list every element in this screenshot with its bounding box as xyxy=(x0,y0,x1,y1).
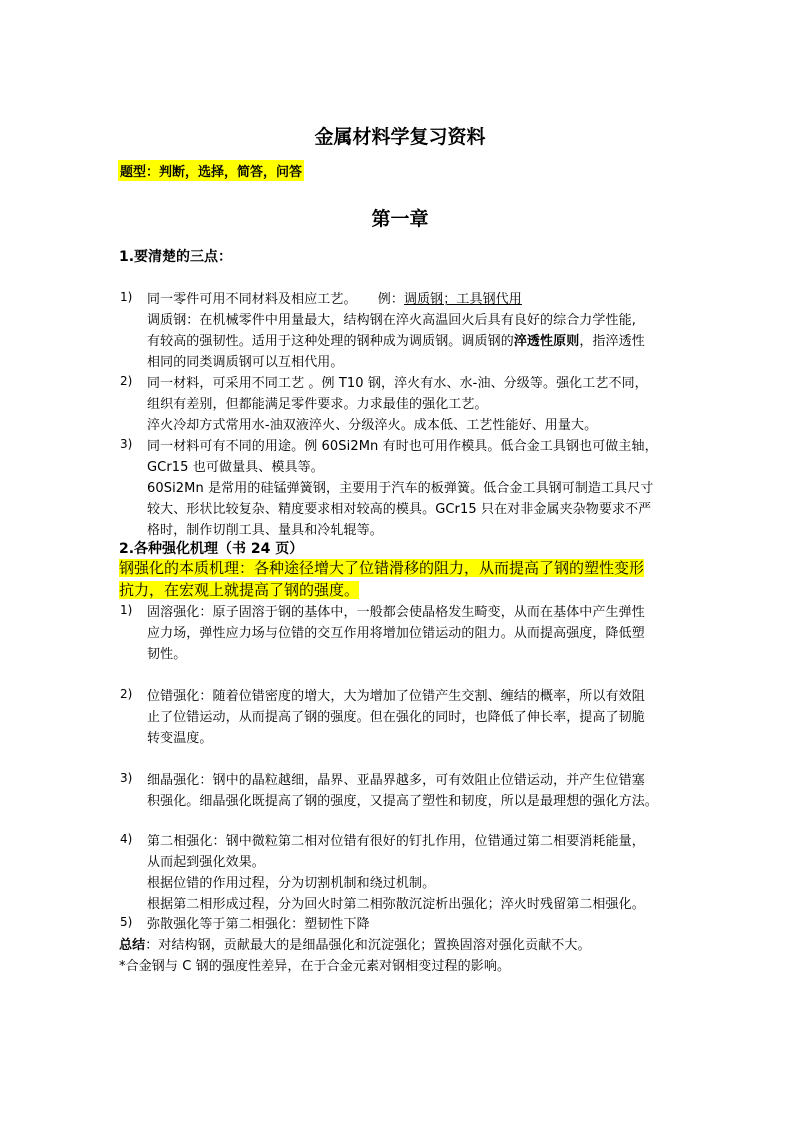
list-item-line: 细晶强化：钢中的晶粒越细，晶界、亚晶界越多，可有效阻止位错运动，并产生位错塞 xyxy=(147,773,645,788)
summary-text: ：对结构钢，贡献最大的是细晶强化和沉淀强化；置换固溶对强化贡献不大。 xyxy=(145,938,591,953)
question-types: 题型：判断，选择，简答，问答 xyxy=(118,160,304,181)
section1-heading: 1.要清楚的三点： xyxy=(119,249,233,265)
item-text: 例： xyxy=(377,292,404,307)
list-item-line: 弥散强化等于第二相强化：塑韧性下降 xyxy=(147,917,370,932)
list-item-line: 位错强化：随着位错密度的增大，大为增加了位错产生交割、缠结的概率，所以有效阻 xyxy=(147,689,645,704)
list-number: 4) xyxy=(120,832,133,846)
list-item-line xyxy=(147,330,645,349)
list-item-line: 淬火冷却方式常用水-油双液淬火、分级淬火。成本低、工艺性能好、用量大。 xyxy=(147,418,598,433)
list-number: 2) xyxy=(120,374,133,388)
underlined-text: 调质钢；工具钢代用 xyxy=(403,292,522,307)
footnote: *合金钢与 C 钢的强度性差异，在于合金元素对钢相变过程的影响。 xyxy=(119,959,511,974)
list-item-line: 积强化。细晶强化既提高了钢的强度，又提高了塑性和韧度，所以是最理想的强化方法。 xyxy=(147,794,658,809)
item-text: 有较高的强韧性。适用于这种处理的钢种成为调质钢。调质钢的 xyxy=(147,334,514,349)
list-item-line: 根据第二相形成过程，分为回火时第二相弥散沉淀析出强化；淬火时残留第二相强化。 xyxy=(147,897,645,912)
list-number: 2) xyxy=(120,687,133,701)
list-item-line: 转变温度。 xyxy=(147,731,213,746)
list-item-line: 止了位错运动，从而提高了钢的强度。但在强化的同时，也降低了伸长率，提高了韧脆 xyxy=(147,710,645,725)
list-item-line: 较大、形状比较复杂、精度要求相对较高的模具。GCr15 只在对非金属夹杂物要求不严 xyxy=(147,502,652,517)
document-title: 金属材料学复习资料 xyxy=(314,126,486,148)
highlighted-text: 钢强化的本质机理：各种途径增大了位错滑移的阻力，从而提高了钢的塑性变形 xyxy=(119,559,645,577)
list-item-line: 从而起到强化效果。 xyxy=(147,855,265,870)
list-item-line: 组织有差别，但都能满足零件要求。力求最佳的强化工艺。 xyxy=(147,397,488,412)
list-item-line: 固溶强化：原子固溶于钢的基体中，一般都会使晶格发生畸变，从而在基体中产生弹性 xyxy=(147,605,645,620)
list-item-line: 格时，制作切削工具、量具和冷轧辊等。 xyxy=(147,523,383,538)
list-number: 1) xyxy=(120,603,133,617)
list-item-line xyxy=(147,288,522,307)
list-number: 3) xyxy=(120,437,133,451)
list-number: 5) xyxy=(120,915,133,929)
list-item-line: 同一材料可有不同的用途。例 60Si2Mn 有时也可用作模具。低合金工具钢也可做主轴， xyxy=(147,439,658,454)
summary-line xyxy=(119,934,591,953)
list-item-line: 应力场，弹性应力场与位错的交互作用将增加位错运动的阻力。从而提高强度，降低塑 xyxy=(147,626,645,641)
highlighted-text: 抗力，在宏观上就提高了钢的强度。 xyxy=(119,581,360,599)
chapter-heading: 第一章 xyxy=(371,208,429,230)
list-item-line: 60Si2Mn 是常用的硅锰弹簧钢，主要用于汽车的板弹簧。低合金工具钢可制造工具尺寸 xyxy=(147,481,654,496)
section2-heading: 2.各种强化机理（书 24 页） xyxy=(119,541,304,557)
list-number: 3) xyxy=(120,771,133,785)
list-item-line: 调质钢：在机械零件中用量最大，结构钢在淬火高温回火后具有良好的综合力学性能, xyxy=(147,313,636,328)
list-number: 1) xyxy=(120,290,133,304)
essence-statement xyxy=(119,579,359,600)
list-item-line: 第二相强化：钢中微粒第二相对位错有很好的钉扎作用，位错通过第二相要消耗能量， xyxy=(147,834,645,849)
item-text: ，指淬透性 xyxy=(579,334,645,349)
list-item-line: 同一材料，可采用不同工艺 。例 T10 钢，淬火有水、水-油、分级等。强化工艺不同， xyxy=(147,376,648,391)
list-item-line: 韧性。 xyxy=(147,647,187,662)
summary-label: 总结 xyxy=(119,938,146,953)
list-item-line: 相同的同类调质钢可以互相代用。 xyxy=(147,355,344,370)
list-item-line: GCr15 也可做量具、模具等。 xyxy=(147,460,324,475)
bold-term: 淬透性原则 xyxy=(513,334,580,349)
essence-statement xyxy=(119,557,644,578)
item-text: 同一零件可用不同材料及相应工艺。 xyxy=(147,292,357,307)
list-item-line: 根据位错的作用过程，分为切割机制和绕过机制。 xyxy=(147,876,436,891)
